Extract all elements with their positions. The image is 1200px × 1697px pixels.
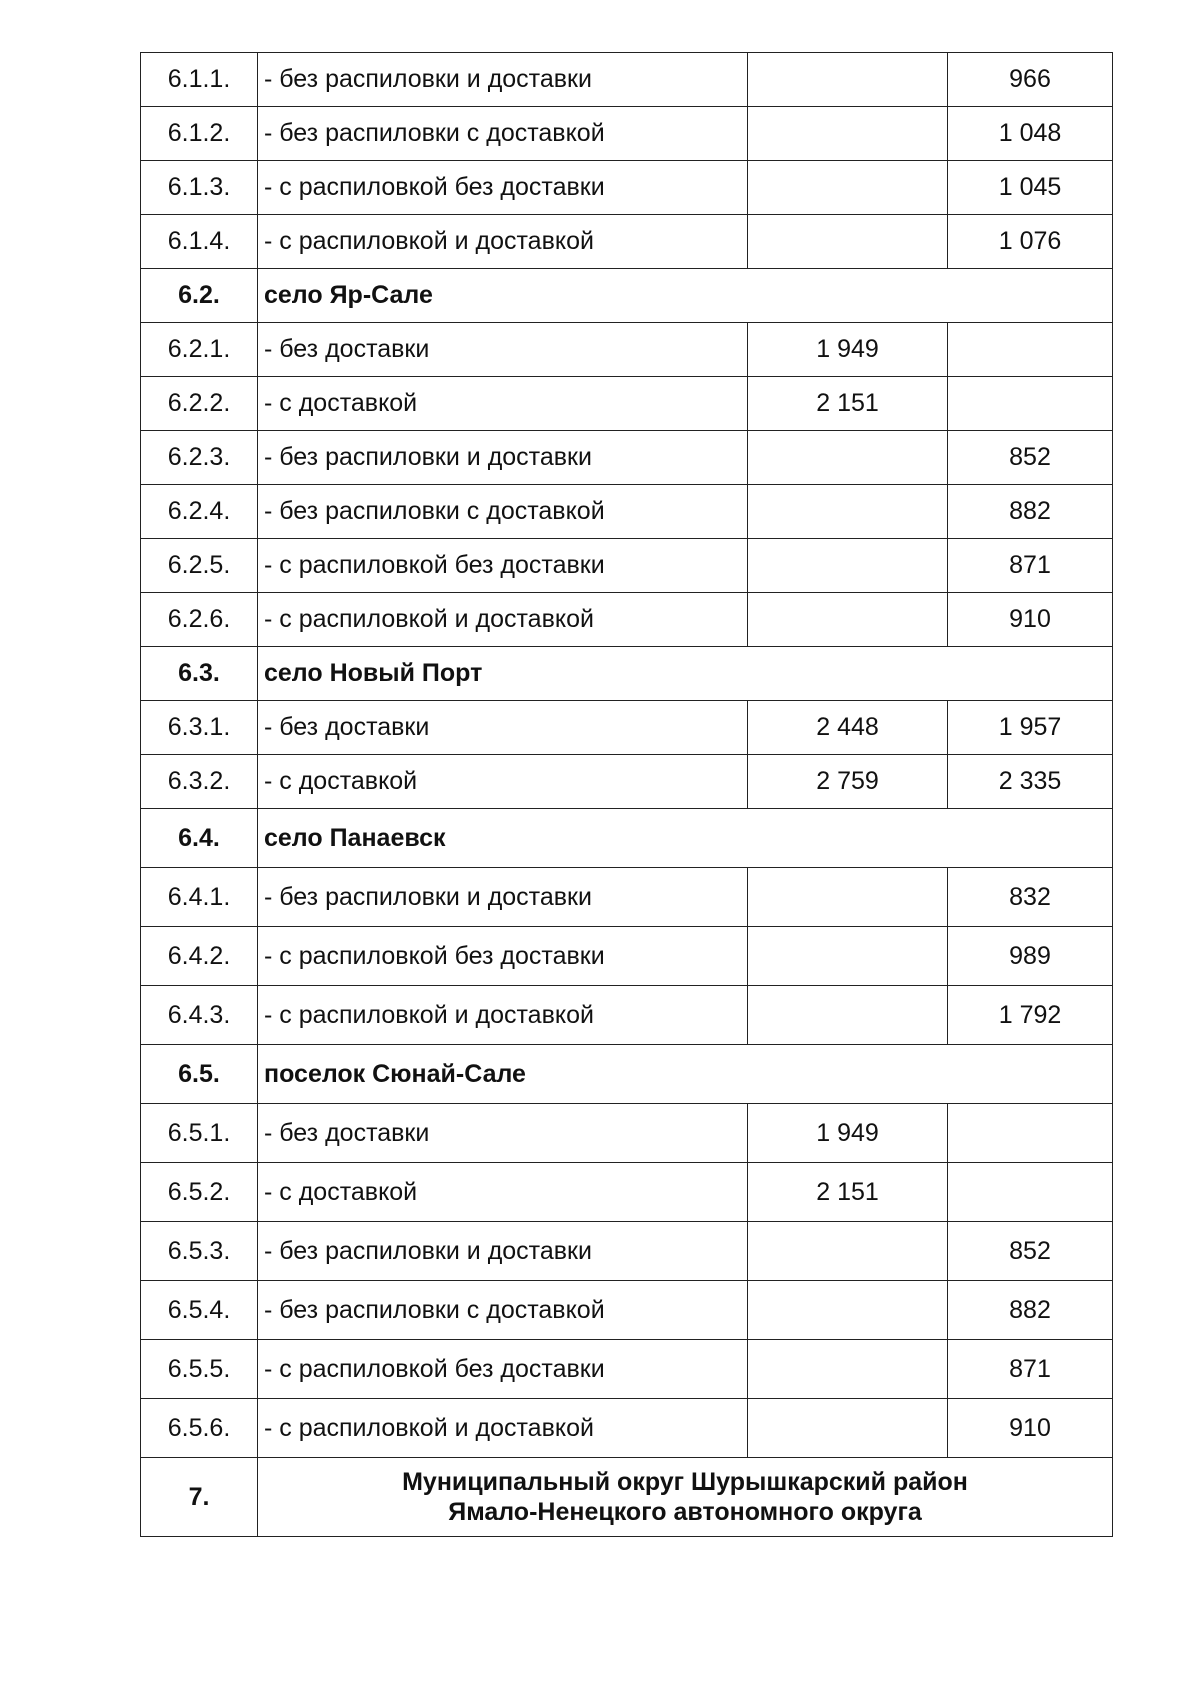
row-value-2: 1 957 — [948, 701, 1113, 755]
row-number: 6.1.1. — [141, 53, 258, 107]
section-title: село Панаевск — [258, 809, 1113, 868]
row-value-1 — [748, 431, 948, 485]
final-section-row — [141, 1458, 1113, 1537]
row-value-1 — [748, 1340, 948, 1399]
row-value-2: 1 076 — [948, 215, 1113, 269]
row-value-1: 1 949 — [748, 1104, 948, 1163]
row-number: 6.4.2. — [141, 927, 258, 986]
row-value-2 — [948, 323, 1113, 377]
row-number: 6.5.3. — [141, 1222, 258, 1281]
row-value-2: 871 — [948, 539, 1113, 593]
section-number: 7. — [141, 1458, 258, 1537]
table-row — [141, 986, 1113, 1045]
table-row — [141, 701, 1113, 755]
row-number: 6.1.4. — [141, 215, 258, 269]
section-title — [258, 1458, 1113, 1537]
row-value-1 — [748, 1399, 948, 1458]
row-description: - с распиловкой и доставкой — [258, 986, 748, 1045]
row-value-2: 882 — [948, 485, 1113, 539]
section-row — [141, 1045, 1113, 1104]
row-description: - с доставкой — [258, 377, 748, 431]
section-number: 6.5. — [141, 1045, 258, 1104]
table-row — [141, 1104, 1113, 1163]
table-row — [141, 107, 1113, 161]
row-number: 6.5.1. — [141, 1104, 258, 1163]
row-description: - без распиловки и доставки — [258, 53, 748, 107]
table-row — [141, 1340, 1113, 1399]
row-value-1 — [748, 107, 948, 161]
table-row — [141, 1399, 1113, 1458]
section-title-line-2: Ямало-Ненецкого автономного округа — [448, 1498, 922, 1526]
row-value-2: 852 — [948, 431, 1113, 485]
table-row — [141, 755, 1113, 809]
section-row — [141, 647, 1113, 701]
row-value-2 — [948, 1163, 1113, 1222]
row-description: - без распиловки и доставки — [258, 868, 748, 927]
row-number: 6.5.2. — [141, 1163, 258, 1222]
row-value-2: 1 045 — [948, 161, 1113, 215]
row-number: 6.1.2. — [141, 107, 258, 161]
row-number: 6.2.6. — [141, 593, 258, 647]
row-value-1: 2 759 — [748, 755, 948, 809]
row-value-1 — [748, 986, 948, 1045]
row-value-2: 910 — [948, 1399, 1113, 1458]
section-number: 6.2. — [141, 269, 258, 323]
table-row — [141, 868, 1113, 927]
row-description: - с распиловкой без доставки — [258, 1340, 748, 1399]
row-description: - с распиловкой без доставки — [258, 161, 748, 215]
row-number: 6.4.3. — [141, 986, 258, 1045]
table-row — [141, 1222, 1113, 1281]
row-value-2: 832 — [948, 868, 1113, 927]
row-number: 6.2.4. — [141, 485, 258, 539]
row-description: - с распиловкой без доставки — [258, 539, 748, 593]
row-number: 6.4.1. — [141, 868, 258, 927]
table-row — [141, 593, 1113, 647]
price-table — [140, 52, 1113, 1537]
table-row — [141, 539, 1113, 593]
row-value-1: 2 151 — [748, 1163, 948, 1222]
section-title: село Новый Порт — [258, 647, 1113, 701]
row-number: 6.2.1. — [141, 323, 258, 377]
section-number: 6.3. — [141, 647, 258, 701]
row-value-1: 1 949 — [748, 323, 948, 377]
row-value-1 — [748, 1281, 948, 1340]
row-number: 6.2.3. — [141, 431, 258, 485]
table-row — [141, 215, 1113, 269]
row-value-2: 910 — [948, 593, 1113, 647]
table-row — [141, 1163, 1113, 1222]
row-number: 6.2.2. — [141, 377, 258, 431]
row-description: - с доставкой — [258, 1163, 748, 1222]
row-description: - без доставки — [258, 701, 748, 755]
row-description: - без распиловки с доставкой — [258, 107, 748, 161]
row-number: 6.5.6. — [141, 1399, 258, 1458]
row-number: 6.3.1. — [141, 701, 258, 755]
row-value-2 — [948, 377, 1113, 431]
row-value-2: 989 — [948, 927, 1113, 986]
section-title-line-1: Муниципальный округ Шурышкарский район — [402, 1468, 968, 1496]
table-row — [141, 927, 1113, 986]
row-description: - с распиловкой без доставки — [258, 927, 748, 986]
row-description: - с распиловкой и доставкой — [258, 1399, 748, 1458]
row-value-2: 966 — [948, 53, 1113, 107]
row-number: 6.3.2. — [141, 755, 258, 809]
row-number: 6.5.5. — [141, 1340, 258, 1399]
section-number: 6.4. — [141, 809, 258, 868]
row-value-1: 2 448 — [748, 701, 948, 755]
row-value-1 — [748, 868, 948, 927]
row-value-1 — [748, 215, 948, 269]
row-value-2 — [948, 1104, 1113, 1163]
row-value-2: 1 048 — [948, 107, 1113, 161]
row-value-1 — [748, 539, 948, 593]
table-row — [141, 431, 1113, 485]
row-value-2: 852 — [948, 1222, 1113, 1281]
row-value-2: 871 — [948, 1340, 1113, 1399]
row-description: - с распиловкой и доставкой — [258, 215, 748, 269]
row-value-2: 2 335 — [948, 755, 1113, 809]
section-row — [141, 809, 1113, 868]
section-title: поселок Сюнай-Сале — [258, 1045, 1113, 1104]
row-number: 6.2.5. — [141, 539, 258, 593]
table-row — [141, 53, 1113, 107]
table-row — [141, 485, 1113, 539]
row-number: 6.1.3. — [141, 161, 258, 215]
section-title: село Яр-Сале — [258, 269, 1113, 323]
row-value-1: 2 151 — [748, 377, 948, 431]
section-row — [141, 269, 1113, 323]
row-value-1 — [748, 1222, 948, 1281]
row-description: - без распиловки с доставкой — [258, 1281, 748, 1340]
row-description: - без доставки — [258, 323, 748, 377]
row-description: - с доставкой — [258, 755, 748, 809]
row-value-1 — [748, 161, 948, 215]
table-row — [141, 323, 1113, 377]
row-value-1 — [748, 485, 948, 539]
table-row — [141, 161, 1113, 215]
row-description: - без распиловки с доставкой — [258, 485, 748, 539]
row-description: - без распиловки и доставки — [258, 1222, 748, 1281]
table-row — [141, 1281, 1113, 1340]
row-description: - без доставки — [258, 1104, 748, 1163]
row-value-1 — [748, 927, 948, 986]
row-value-1 — [748, 593, 948, 647]
row-value-2: 882 — [948, 1281, 1113, 1340]
row-description: - без распиловки и доставки — [258, 431, 748, 485]
table-row — [141, 377, 1113, 431]
row-description: - с распиловкой и доставкой — [258, 593, 748, 647]
row-value-2: 1 792 — [948, 986, 1113, 1045]
row-number: 6.5.4. — [141, 1281, 258, 1340]
row-value-1 — [748, 53, 948, 107]
